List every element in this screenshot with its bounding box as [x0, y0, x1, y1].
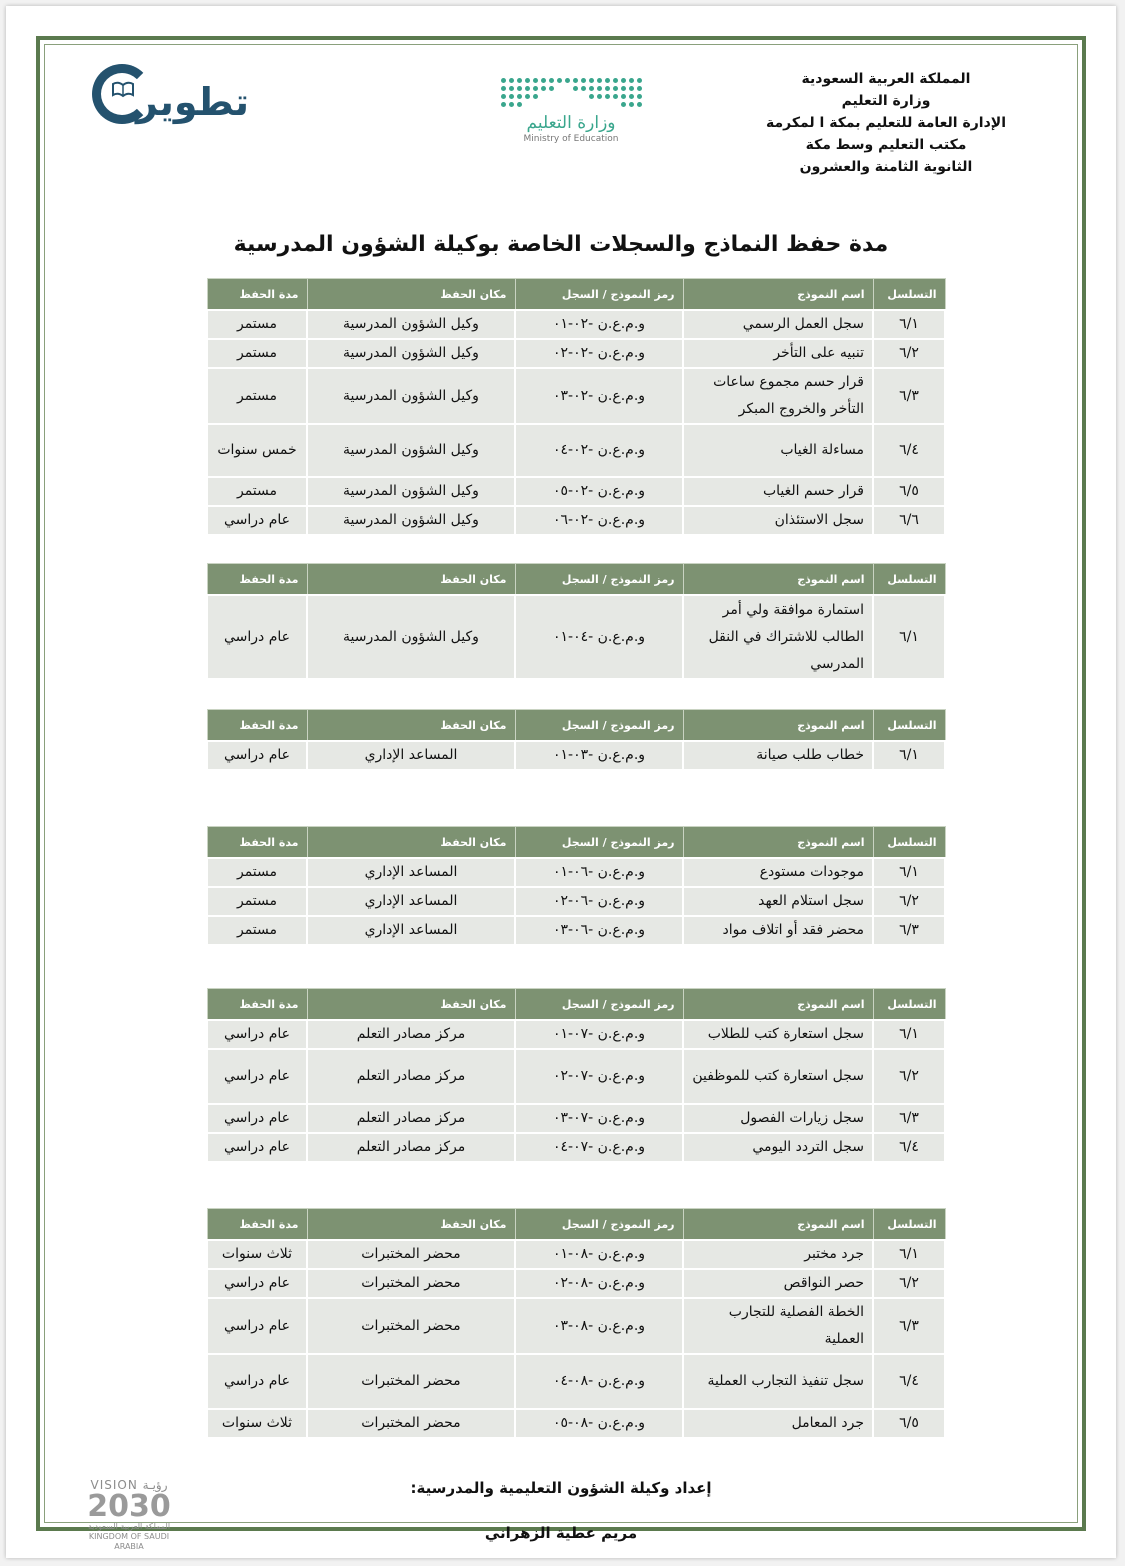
cell-name: حصر النواقص [683, 1269, 873, 1298]
cell-code: و.م.ع.ن -٠٦-٠٢ [515, 887, 683, 916]
column-header-duration: مدة الحفظ [207, 710, 307, 742]
column-header-duration: مدة الحفظ [207, 989, 307, 1021]
cell-duration: ثلاث سنوات [207, 1240, 307, 1269]
cell-duration: عام دراسي [207, 506, 307, 535]
header-line-school: الثانوية الثامنة والعشرون [799, 159, 973, 175]
tatweer-logo-text: تطوير [136, 80, 250, 124]
table-row [207, 887, 945, 916]
cell-name: موجودات مستودع [683, 858, 873, 887]
records-table [206, 1208, 946, 1439]
cell-name: جرد مختبر [683, 1240, 873, 1269]
cell-duration: عام دراسي [207, 1133, 307, 1162]
cell-place: محضر المختبرات [307, 1240, 515, 1269]
table-row [207, 310, 945, 339]
cell-code: و.م.ع.ن -٠٨-٠٣ [515, 1298, 683, 1354]
column-header-seq: التسلسل [873, 827, 945, 859]
table-header-row [207, 564, 945, 596]
cell-name: سجل استلام العهد [683, 887, 873, 916]
cell-seq: ٦/٤ [873, 424, 945, 477]
moe-logo-arabic: وزارة التعليم [526, 113, 616, 133]
cell-duration: مستمر [207, 368, 307, 424]
cell-name: خطاب طلب صيانة [683, 741, 873, 770]
cell-code: و.م.ع.ن -٠٧-٠٤ [515, 1133, 683, 1162]
cell-duration: عام دراسي [207, 741, 307, 770]
column-header-code: رمز النموذج / السجل [515, 279, 683, 311]
column-header-duration: مدة الحفظ [207, 827, 307, 859]
organization-header [736, 68, 1036, 178]
vision-year: 2030 [87, 1489, 171, 1524]
cell-place: المساعد الإداري [307, 916, 515, 945]
cell-code: و.م.ع.ن -٠٢-٠٢ [515, 339, 683, 368]
cell-seq: ٦/١ [873, 310, 945, 339]
table-row [207, 477, 945, 506]
cell-duration: مستمر [207, 887, 307, 916]
cell-duration: مستمر [207, 858, 307, 887]
records-table [206, 278, 946, 536]
table-row [207, 1354, 945, 1409]
column-header-place: مكان الحفظ [307, 827, 515, 859]
column-header-place: مكان الحفظ [307, 710, 515, 742]
cell-seq: ٦/١ [873, 741, 945, 770]
cell-code: و.م.ع.ن -٠٤-٠١ [515, 595, 683, 679]
cell-duration: مستمر [207, 916, 307, 945]
column-header-place: مكان الحفظ [307, 1209, 515, 1241]
records-table [206, 709, 946, 771]
cell-code: و.م.ع.ن -٠٣-٠١ [515, 741, 683, 770]
column-header-name: اسم النموذج [683, 827, 873, 859]
column-header-name: اسم النموذج [683, 989, 873, 1021]
table-row [207, 1240, 945, 1269]
cell-seq: ٦/٤ [873, 1354, 945, 1409]
document-page [6, 6, 1116, 1558]
cell-code: و.م.ع.ن -٠٢-٠٦ [515, 506, 683, 535]
column-header-name: اسم النموذج [683, 710, 873, 742]
book-icon [112, 80, 134, 98]
column-header-seq: التسلسل [873, 564, 945, 596]
table-header-row [207, 710, 945, 742]
cell-code: و.م.ع.ن -٠٧-٠٣ [515, 1104, 683, 1133]
cell-name: سجل تنفيذ التجارب العملية [683, 1354, 873, 1409]
cell-place: وكيل الشؤون المدرسية [307, 477, 515, 506]
cell-duration: عام دراسي [207, 595, 307, 679]
cell-place: المساعد الإداري [307, 858, 515, 887]
records-table [206, 826, 946, 946]
cell-duration: عام دراسي [207, 1354, 307, 1409]
document-title: مدة حفظ النماذج والسجلات الخاصة بوكيلة الشؤون المدرسية [233, 232, 889, 257]
column-header-name: اسم النموذج [683, 564, 873, 596]
cell-place: وكيل الشؤون المدرسية [307, 368, 515, 424]
table-row [207, 1104, 945, 1133]
table-row [207, 1298, 945, 1354]
cell-place: محضر المختبرات [307, 1409, 515, 1438]
cell-place: وكيل الشؤون المدرسية [307, 506, 515, 535]
cell-seq: ٦/٢ [873, 339, 945, 368]
cell-place: مركز مصادر التعلم [307, 1049, 515, 1104]
vision-line-english: KINGDOM OF SAUDI ARABIA [88, 1532, 170, 1551]
cell-seq: ٦/٢ [873, 1269, 945, 1298]
table-row [207, 595, 945, 679]
cell-seq: ٦/٣ [873, 916, 945, 945]
cell-name: سجل استعارة كتب للموظفين [683, 1049, 873, 1104]
cell-place: وكيل الشؤون المدرسية [307, 424, 515, 477]
column-header-seq: التسلسل [873, 1209, 945, 1241]
table-header-row [207, 827, 945, 859]
table-row [207, 1133, 945, 1162]
cell-name: الخطة الفصلية للتجارب العملية [683, 1298, 873, 1354]
column-header-duration: مدة الحفظ [207, 564, 307, 596]
table-row [207, 1409, 945, 1438]
column-header-code: رمز النموذج / السجل [515, 564, 683, 596]
table-row [207, 916, 945, 945]
table-row [207, 339, 945, 368]
cell-code: و.م.ع.ن -٠٧-٠١ [515, 1020, 683, 1049]
table-row [207, 1020, 945, 1049]
column-header-name: اسم النموذج [683, 1209, 873, 1241]
column-header-code: رمز النموذج / السجل [515, 1209, 683, 1241]
cell-seq: ٦/١ [873, 1020, 945, 1049]
cell-duration: عام دراسي [207, 1298, 307, 1354]
cell-name: سجل استعارة كتب للطلاب [683, 1020, 873, 1049]
cell-name: قرار حسم الغياب [683, 477, 873, 506]
cell-duration: عام دراسي [207, 1269, 307, 1298]
tatweer-logo [86, 58, 250, 138]
cell-code: و.م.ع.ن -٠٨-٠٤ [515, 1354, 683, 1409]
header-line-ministry: وزارة التعليم [841, 93, 931, 109]
column-header-seq: التسلسل [873, 710, 945, 742]
cell-seq: ٦/٥ [873, 477, 945, 506]
records-table [206, 988, 946, 1163]
cell-duration: خمس سنوات [207, 424, 307, 477]
cell-name: قرار حسم مجموع ساعات التأخر والخروج المبكر [683, 368, 873, 424]
cell-place: المساعد الإداري [307, 741, 515, 770]
preparer-name: مريم عطية الزهراني [484, 1524, 638, 1542]
cell-seq: ٦/١ [873, 595, 945, 679]
cell-duration: عام دراسي [207, 1104, 307, 1133]
vision-line-arabic: المملكة العربية السعودية [87, 1522, 171, 1531]
table-row [207, 1269, 945, 1298]
cell-duration: ثلاث سنوات [207, 1409, 307, 1438]
column-header-seq: التسلسل [873, 989, 945, 1021]
vision-top-label: VISION رؤيـة [90, 1478, 168, 1492]
cell-code: و.م.ع.ن -٠٦-٠١ [515, 858, 683, 887]
cell-duration: مستمر [207, 477, 307, 506]
moe-dots-icon [501, 78, 641, 107]
cell-code: و.م.ع.ن -٠٢-٠٣ [515, 368, 683, 424]
cell-code: و.م.ع.ن -٠٨-٠٥ [515, 1409, 683, 1438]
vision-2030-logo [74, 1478, 184, 1558]
records-table [206, 563, 946, 680]
cell-code: و.م.ع.ن -٠٦-٠٣ [515, 916, 683, 945]
column-header-place: مكان الحفظ [307, 279, 515, 311]
table-header-row [207, 1209, 945, 1241]
header-line-office: مكتب التعليم وسط مكة [805, 137, 967, 153]
cell-place: المساعد الإداري [307, 887, 515, 916]
cell-code: و.م.ع.ن -٠٧-٠٢ [515, 1049, 683, 1104]
ministry-of-education-logo [486, 78, 656, 158]
column-header-code: رمز النموذج / السجل [515, 710, 683, 742]
column-header-code: رمز النموذج / السجل [515, 989, 683, 1021]
cell-name: سجل التردد اليومي [683, 1133, 873, 1162]
column-header-duration: مدة الحفظ [207, 279, 307, 311]
cell-name: سجل العمل الرسمي [683, 310, 873, 339]
cell-seq: ٦/٥ [873, 1409, 945, 1438]
cell-seq: ٦/٣ [873, 1298, 945, 1354]
column-header-duration: مدة الحفظ [207, 1209, 307, 1241]
cell-name: مساءلة الغياب [683, 424, 873, 477]
cell-place: مركز مصادر التعلم [307, 1133, 515, 1162]
cell-place: محضر المختبرات [307, 1298, 515, 1354]
cell-name: محضر فقد أو اتلاف مواد [683, 916, 873, 945]
column-header-place: مكان الحفظ [307, 989, 515, 1021]
moe-logo-english: Ministry of Education [523, 134, 619, 144]
cell-code: و.م.ع.ن -٠٢-٠٤ [515, 424, 683, 477]
table-row [207, 1049, 945, 1104]
cell-code: و.م.ع.ن -٠٨-٠٢ [515, 1269, 683, 1298]
table-row [207, 506, 945, 535]
cell-seq: ٦/١ [873, 858, 945, 887]
cell-name: استمارة موافقة ولي أمر الطالب للاشتراك في النقل المدرسي [683, 595, 873, 679]
column-header-name: اسم النموذج [683, 279, 873, 311]
cell-place: وكيل الشؤون المدرسية [307, 310, 515, 339]
cell-name: جرد المعامل [683, 1409, 873, 1438]
cell-name: سجل الاستئذان [683, 506, 873, 535]
cell-name: سجل زيارات الفصول [683, 1104, 873, 1133]
cell-place: وكيل الشؤون المدرسية [307, 595, 515, 679]
cell-place: مركز مصادر التعلم [307, 1020, 515, 1049]
cell-code: و.م.ع.ن -٠٢-٠١ [515, 310, 683, 339]
cell-seq: ٦/٢ [873, 887, 945, 916]
column-header-place: مكان الحفظ [307, 564, 515, 596]
cell-duration: عام دراسي [207, 1049, 307, 1104]
table-header-row [207, 989, 945, 1021]
cell-duration: مستمر [207, 310, 307, 339]
header-line-directorate: الإدارة العامة للتعليم بمكة ا لمكرمة [766, 115, 1006, 131]
column-header-seq: التسلسل [873, 279, 945, 311]
cell-code: و.م.ع.ن -٠٢-٠٥ [515, 477, 683, 506]
table-header-row [207, 279, 945, 311]
column-header-code: رمز النموذج / السجل [515, 827, 683, 859]
cell-seq: ٦/٣ [873, 368, 945, 424]
cell-place: محضر المختبرات [307, 1354, 515, 1409]
cell-seq: ٦/١ [873, 1240, 945, 1269]
cell-duration: مستمر [207, 339, 307, 368]
cell-name: تنبيه على التأخر [683, 339, 873, 368]
cell-seq: ٦/٣ [873, 1104, 945, 1133]
cell-seq: ٦/٢ [873, 1049, 945, 1104]
cell-place: مركز مصادر التعلم [307, 1104, 515, 1133]
table-row [207, 368, 945, 424]
table-row [207, 858, 945, 887]
cell-duration: عام دراسي [207, 1020, 307, 1049]
header-line-country: المملكة العربية السعودية [801, 71, 971, 87]
table-row [207, 424, 945, 477]
table-row [207, 741, 945, 770]
cell-place: محضر المختبرات [307, 1269, 515, 1298]
cell-seq: ٦/٦ [873, 506, 945, 535]
cell-place: وكيل الشؤون المدرسية [307, 339, 515, 368]
cell-seq: ٦/٤ [873, 1133, 945, 1162]
prepared-by-label: إعداد وكيلة الشؤون التعليمية والمدرسية: [410, 1479, 712, 1497]
cell-code: و.م.ع.ن -٠٨-٠١ [515, 1240, 683, 1269]
